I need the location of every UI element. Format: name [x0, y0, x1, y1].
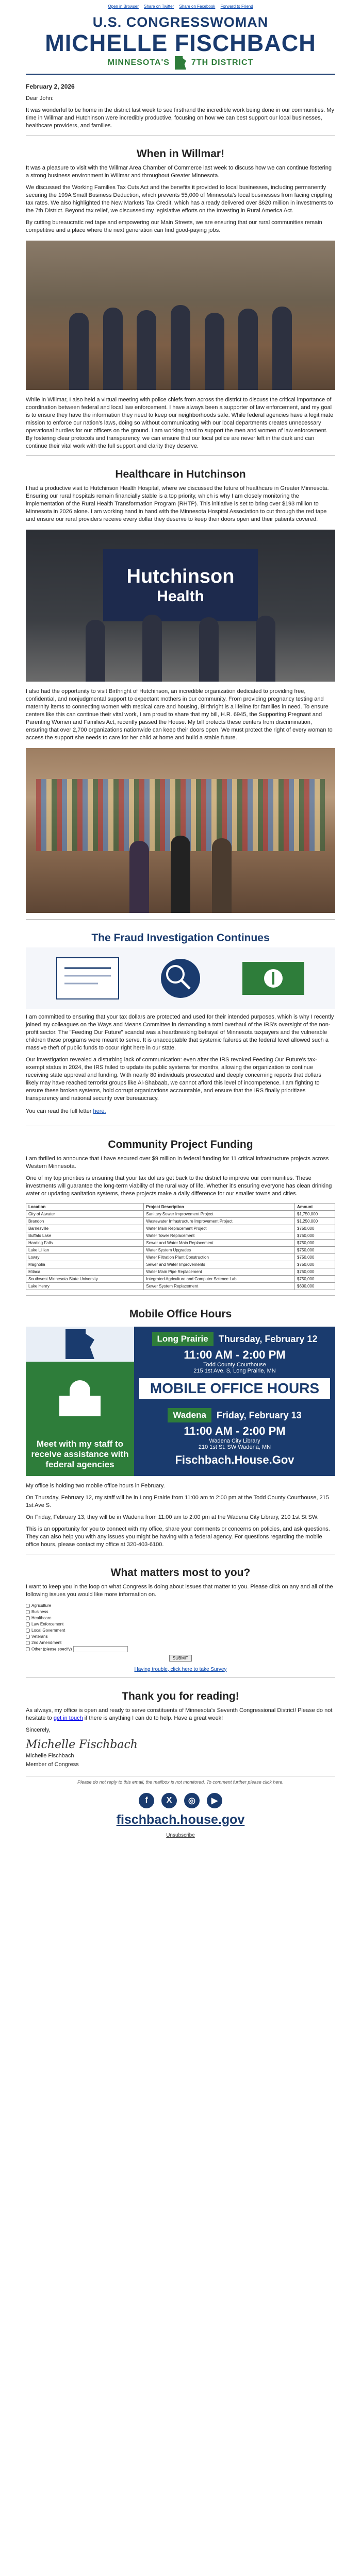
location-date: Friday, February 13: [216, 1410, 302, 1420]
survey-checkbox[interactable]: [26, 1604, 30, 1608]
location-cell: Lake Lillian: [26, 1247, 144, 1254]
location-cell: Lake Henry: [26, 1283, 144, 1290]
project-cell: Water Tower Replacement: [144, 1232, 295, 1240]
signer-name: Michelle Fischbach: [26, 1752, 74, 1759]
survey-option[interactable]: Veterans: [26, 1634, 335, 1640]
location-cell: Barnesville: [26, 1225, 144, 1232]
signature: Michelle Fischbach: [26, 1738, 138, 1751]
divider: [26, 919, 335, 920]
project-cell: Sewer and Water Improvements: [144, 1261, 295, 1268]
amount-cell: $750,000: [295, 1276, 335, 1283]
location-cell: Harding Falls: [26, 1240, 144, 1247]
flyer-right-panel: [134, 1327, 335, 1476]
survey-checkbox[interactable]: [26, 1622, 30, 1626]
location-name: Wadena: [168, 1408, 211, 1422]
mobile-office-title: Mobile Office Hours: [129, 1308, 232, 1320]
table-header-row: [26, 1204, 335, 1211]
full-letter-link[interactable]: here.: [93, 1108, 106, 1114]
column-header: Amount: [295, 1204, 335, 1211]
location-cell: Lowry: [26, 1254, 144, 1261]
hospital-sign-line1: Hutchinson: [126, 565, 235, 587]
hutchinson-paragraph: I had a productive visit to Hutchinson Health Hospital, where we discussed the future of healthcare in Greater Minnesota. Ensuring our rural hospitals remain financially stable is a top priority, which is why I am closely monitoring the implementation of the Rural Health Transformation Program (RHTP). This initiative is set to bring over $193 million to Minnesota in 2026 alone. I am working hand in hand with the Minnesota Hospital Association to cut through the red tape and ensure our rural providers receive every dollar they deserve to keep their doors open and their patients covered.: [26, 485, 329, 522]
project-cell: Water Main Replacement Project: [144, 1225, 295, 1232]
project-cell: Water Main Pipe Replacement: [144, 1268, 295, 1276]
flyer-help-text: Meet with my staff to receive assistance with federal agencies: [26, 1435, 134, 1476]
willmar-paragraph: While in Willmar, I also held a virtual meeting with police chiefs from across the district to discuss the critical importance of coordination between federal and local law enforcement. I have always been a supporter of law enforcement, and my goal is to ensure they have the information they need to keep our neighborhoods safe. While federal agencies have a legitimate mission to enforce our nation's laws, doing so without communicating with our local departments creates unnecessary operational hurdles for our officers on the ground. I am working hard to support the men and women of law enforcement. By fostering clear protocols and transparency, we can ensure that our local police are never left in the dark and can continue their vital work with the full support and clarity they deserve.: [26, 397, 334, 449]
table-row: [26, 1247, 335, 1254]
column-header: Project Description: [144, 1204, 295, 1211]
full-letter-line: [26, 1108, 335, 1115]
forward-friend-link[interactable]: Forward to Friend: [220, 4, 253, 9]
column-header: Location: [26, 1204, 144, 1211]
closing-section: [26, 1690, 335, 1769]
survey-form: [26, 1603, 335, 1662]
location-cell: Milaca: [26, 1268, 144, 1276]
willmar-section: [26, 148, 335, 450]
unsubscribe-link[interactable]: Unsubscribe: [166, 1832, 195, 1838]
fraud-section: [26, 932, 335, 1115]
willmar-paragraph: By cutting bureaucratic red tape and empowering our Main Streets, we are ensuring that our rural communities remain competitive and a place where the next generation can find good-paying jobs.: [26, 219, 322, 233]
location-time: 11:00 AM - 2:00 PM: [184, 1425, 286, 1437]
location-name: Long Prairie: [152, 1332, 214, 1346]
capitol-icon: [59, 1380, 101, 1416]
amount-cell: $750,000: [295, 1240, 335, 1247]
location-time: 11:00 AM - 2:00 PM: [184, 1348, 286, 1361]
minnesota-map-icon: [65, 1329, 94, 1359]
website-link[interactable]: fischbach.house.gov: [116, 1812, 245, 1827]
survey-checkbox[interactable]: [26, 1616, 30, 1620]
intro-section: [26, 83, 335, 130]
project-cell: Water Filtration Plant Construction: [144, 1254, 295, 1261]
minnesota-map-icon: [175, 56, 186, 70]
mobile-paragraph: On Friday, February 13, they will be in Wadena from 11:00 am to 2:00 pm at the Wadena City Library, 210 1st St SW.: [26, 1514, 319, 1520]
amount-cell: $750,000: [295, 1254, 335, 1261]
flyer-location-2: [168, 1408, 301, 1422]
willmar-paragraph: It was a pleasure to visit with the Willmar Area Chamber of Commerce last week to discuss how we can continue fostering a strong business environment in Willmar and throughout Greater Minnesota.: [26, 165, 332, 179]
youtube-icon[interactable]: ▶: [207, 1793, 222, 1808]
grants-title: Community Project Funding: [108, 1139, 253, 1150]
mobile-paragraph: This is an opportunity for you to connect with my office, share your comments or concerns on policies, and ask questions. They can also help you with any issues you might be having with a federal agency. For questions regarding the mobile office hours, please contact my office at 320-403-6100.: [26, 1526, 330, 1548]
survey-option[interactable]: Business: [26, 1609, 335, 1615]
survey-checkbox[interactable]: [26, 1635, 30, 1639]
amount-cell: $1,750,000: [295, 1211, 335, 1218]
instagram-icon[interactable]: ◎: [184, 1793, 200, 1808]
mobile-paragraph: On Thursday, February 12, my staff will be in Long Prairie from 11:00 am to 2:00 pm at the Todd County Courthouse, 215 1st Ave S.: [26, 1495, 329, 1509]
closing-body: As always, my office is open and ready to serve constituents of Minnesota's Seventh Congressional District! Please do not hesitate to get in touch if there is anything I can do to help. Have a great week!: [26, 1707, 333, 1721]
signer-role: Member of Congress: [26, 1761, 79, 1768]
open-in-browser-link[interactable]: Open in Browser: [108, 4, 139, 9]
table-row: [26, 1254, 335, 1261]
project-cell: Sewer System Replacement: [144, 1283, 295, 1290]
table-row: [26, 1268, 335, 1276]
birthright-photo: [26, 748, 335, 913]
fraud-title: The Fraud Investigation Continues: [91, 932, 270, 944]
grants-table: [26, 1203, 335, 1290]
survey-intro: I want to keep you in the loop on what Congress is doing about issues that matter to you. Please click on any and all of the following issues you would like more information on.: [26, 1584, 333, 1598]
table-row: [26, 1240, 335, 1247]
intro-body: It was wonderful to be home in the district last week to see firsthand the incredible work being done in our communities. My time in Willmar and Hutchinson were incredibly productive, focusing on how we can best support our local businesses, healthcare providers, and families.: [26, 107, 334, 129]
amount-cell: $600,000: [295, 1283, 335, 1290]
table-row: [26, 1218, 335, 1225]
hospital-sign-line2: Health: [157, 587, 204, 605]
project-cell: Sanitary Sewer Improvement Project: [144, 1211, 295, 1218]
share-facebook-link[interactable]: Share on Facebook: [179, 4, 216, 9]
hutchinson-title: Healthcare in Hutchinson: [115, 468, 246, 480]
grants-paragraph: I am thrilled to announce that I have secured over $9 million in federal funding for 11 critical infrastructure projects across Western Minnesota.: [26, 1156, 329, 1170]
greeting: Dear John:: [26, 95, 54, 101]
hutchinson-paragraph: I also had the opportunity to visit Birthright of Hutchinson, an incredible organization dedicated to providing free, confidential, and nonjudgmental support to expectant mothers in our community. From providing pregnancy testing and maternity items to connecting women with medical care and housing, Birthright is a lifeline for families in need. To ensure centers like this can continue their vital work, I am proud to share that my bill, H.R. 6945, the Supporting Pregnant and Parenting Women and Families Act, recently passed the House. My bill protects these centers from discrimination, ensuring that over 2,700 organizations nationwide can keep their doors open. We must protect the right of every woman to access the support she needs to care for her child at home and build a stable future.: [26, 688, 333, 741]
flyer-left-panel: [26, 1327, 134, 1476]
location-cell: Magnolia: [26, 1261, 144, 1268]
survey-checkbox[interactable]: [26, 1641, 30, 1645]
flyer-location-1: [152, 1332, 318, 1346]
survey-option[interactable]: 2nd Amendment: [26, 1640, 335, 1646]
location-address: 215 1st Ave. S, Long Prairie, MN: [193, 1368, 276, 1374]
willmar-chamber-photo: [26, 241, 335, 390]
location-cell: Buffalo Lake: [26, 1232, 144, 1240]
fraud-paragraph: I am committed to ensuring that your tax dollars are protected and used for their intended purposes, which is why I recently joined my colleagues on the Ways and Means Committee in demanding a total overhaul of the IRS's oversight of the non-profit sector. The "Feeding Our Future" scandal was a heartbreaking betrayal of Minnesota taxpayers and the vulnerable children these programs were meant to serve. It is unacceptable that systemic failures at the federal level allowed such a massive theft of public funds to occur right here in our state.: [26, 1014, 334, 1051]
project-cell: Wastewater Infrastructure Improvement Project: [144, 1218, 295, 1225]
signoff: Sincerely,: [26, 1726, 51, 1733]
amount-cell: $750,000: [295, 1232, 335, 1240]
survey-option[interactable]: Healthcare: [26, 1615, 335, 1621]
location-cell: City of Atwater: [26, 1211, 144, 1218]
project-cell: Sewer and Water Main Replacement: [144, 1240, 295, 1247]
share-twitter-link[interactable]: Share on Twitter: [144, 4, 174, 9]
flyer-office-hours-label: MOBILE OFFICE HOURS: [139, 1378, 330, 1399]
amount-cell: $750,000: [295, 1247, 335, 1254]
footer-note: Please do not reply to this email, the mailbox is not monitored. To comment further please click here.: [26, 1776, 335, 1785]
fraud-paragraph: Our investigation revealed a disturbing lack of communication: even after the IRS revoked Feeding Our Future's tax-exempt status in 2024, the IRS failed to update its public systems for months, allowing the organization to continue receiving state approval and funding. With nearly 80 individuals prosecuted and deeply concerning reports that dollars likely may have reached terrorist groups like Al-Shabaab, we cannot afford this level of incompetence. I am fighting to ensure these broken systems, hold corrupt organizations accountable, and ensure that the IRS finally prioritizes transparency and national security over bureaucracy.: [26, 1057, 321, 1101]
survey-checkbox[interactable]: [26, 1629, 30, 1633]
divider: [26, 1677, 335, 1678]
full-letter-prefix: You can read the full letter: [26, 1108, 92, 1114]
willmar-title: When in Willmar!: [136, 148, 225, 160]
closing-title: Thank you for reading!: [122, 1690, 239, 1702]
mobile-paragraph: My office is holding two mobile office hours in February.: [26, 1483, 165, 1489]
get-in-touch-link[interactable]: get in touch: [53, 1715, 83, 1721]
amount-cell: $1,250,000: [295, 1218, 335, 1225]
hutchinson-hospital-photo: [26, 530, 335, 682]
willmar-paragraph: We discussed the Working Families Tax Cuts Act and the benefits it provided to local businesses, including permanently securing the 199A Small Business Deduction, which prevents 55,000 of Minnesota's local businesses from facing crippling tax rates. We also highlighted the New Markets Tax Credit, which has already delivered over $620 million in investments to the 7th District. Beyond tax relief, we discussed my legislative efforts on the Investing in Rural America Act.: [26, 184, 333, 214]
district-left: MINNESOTA'S: [107, 58, 170, 67]
location-cell: Southwest Minnesota State University: [26, 1276, 144, 1283]
survey-checkbox[interactable]: [26, 1610, 30, 1614]
facebook-icon[interactable]: f: [139, 1793, 154, 1808]
divider: [26, 1295, 335, 1296]
amount-cell: $750,000: [295, 1268, 335, 1276]
survey-option[interactable]: Other (please specify): [26, 1646, 335, 1653]
table-row: [26, 1225, 335, 1232]
project-cell: Integrated Agriculture and Computer Science Lab: [144, 1276, 295, 1283]
mobile-office-section: [26, 1308, 335, 1549]
table-row: [26, 1232, 335, 1240]
grants-paragraph: One of my top priorities is ensuring that your tax dollars get back to the district to improve our communities. These investments will guarantee the long-term viability of the rural way of life. Whether it's ensuring everyone has clean drinking water or updating sanitation systems, these projects make a daily difference for our smaller towns and cities.: [26, 1175, 332, 1197]
social-links: [26, 1793, 335, 1808]
header-name: MICHELLE FISCHBACH: [45, 30, 316, 56]
table-row: [26, 1211, 335, 1218]
mobile-office-flyer: [26, 1327, 335, 1476]
amount-cell: $750,000: [295, 1261, 335, 1268]
hutchinson-section: [26, 468, 335, 913]
location-address: 210 1st St. SW Wadena, MN: [198, 1444, 271, 1450]
survey-option[interactable]: Law Enforcement: [26, 1621, 335, 1628]
grants-section: [26, 1139, 335, 1290]
location-date: Thursday, February 12: [218, 1334, 318, 1344]
location-venue: Wadena City Library: [209, 1438, 260, 1444]
survey-title: What matters most to you?: [110, 1567, 251, 1579]
survey-trouble-link[interactable]: Having trouble, click here to take Survey: [134, 1666, 227, 1672]
header-district: [26, 56, 335, 70]
newsletter-header: [26, 14, 335, 75]
top-links: [0, 0, 361, 14]
table-row: [26, 1283, 335, 1290]
newsletter-date: February 2, 2026: [26, 83, 75, 90]
project-cell: Water System Upgrades: [144, 1247, 295, 1254]
fraud-illustration: [26, 947, 335, 1009]
table-row: [26, 1261, 335, 1268]
flyer-website: Fischbach.House.Gov: [175, 1453, 294, 1466]
survey-option[interactable]: Agriculture: [26, 1603, 335, 1609]
survey-section: [26, 1567, 335, 1672]
divider: [26, 455, 335, 456]
location-cell: Brandon: [26, 1218, 144, 1225]
survey-submit-button[interactable]: SUBMIT: [169, 1655, 192, 1662]
other-specify-input[interactable]: [73, 1646, 128, 1652]
x-icon[interactable]: X: [161, 1793, 177, 1808]
location-venue: Todd County Courthouse: [203, 1362, 266, 1368]
amount-cell: $750,000: [295, 1225, 335, 1232]
district-right: 7TH DISTRICT: [191, 58, 254, 67]
survey-checkbox[interactable]: [26, 1647, 30, 1651]
survey-option[interactable]: Local Government: [26, 1628, 335, 1634]
header-office: U.S. CONGRESSWOMAN: [92, 14, 269, 30]
table-row: [26, 1276, 335, 1283]
